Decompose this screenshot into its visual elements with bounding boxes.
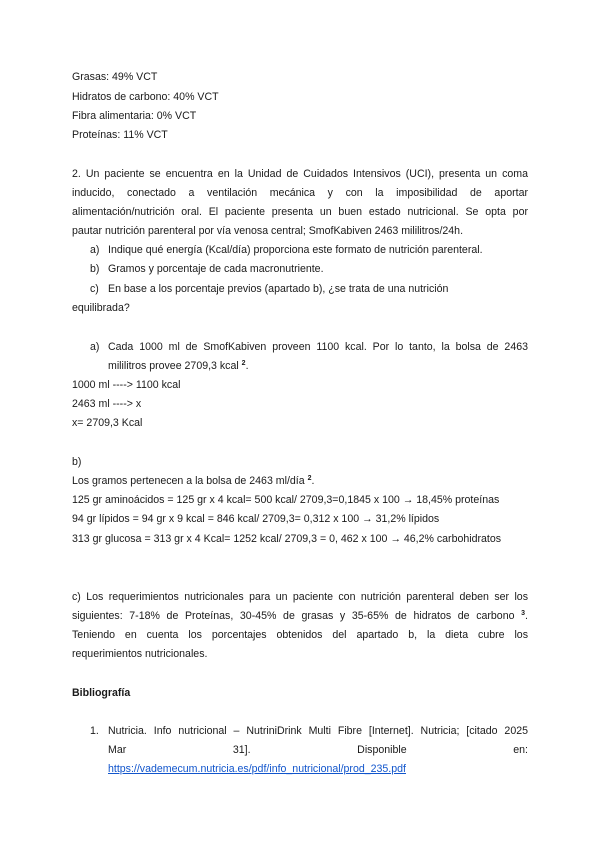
- reference-line: Nutricia. Info nutricional – NutriniDrink Multi Fibre [Internet]. Nutricia; [citado 2025: [108, 725, 528, 737]
- reference-number: 1.: [90, 725, 99, 737]
- answer-a-label: a): [90, 341, 100, 353]
- reference-link[interactable]: https://vademecum.nutricia.es/pdf/info_nutricional/prod_235.pdf: [108, 763, 406, 775]
- item-label: a): [90, 244, 100, 256]
- calc-row-protein: 125 gr aminoácidos = 125 gr x 4 kcal= 500 kcal/ 2709,3=0,1845 x 100 → 18,45% proteínas: [72, 494, 500, 506]
- calc-row-glucose: 313 gr glucosa = 313 gr x 4 Kcal= 1252 kcal/ 2709,3 = 0, 462 x 100 → 46,2% carbohidratos: [72, 533, 502, 545]
- reference-link-row: [108, 763, 406, 776]
- item-text-continuation: equilibrada?: [72, 302, 130, 314]
- item-text: Indique qué energía (Kcal/día) proporciona este formato de nutrición parenteral.: [108, 244, 483, 256]
- answer-a-line2: mililitros provee 2709,3 kcal $^2$.: [108, 360, 249, 372]
- item-label: c): [90, 283, 99, 295]
- answer-c-line: c) Los requerimientos nutricionales para un paciente con nutrición parenteral deben ser los: [72, 591, 528, 603]
- question-line: 2. Un paciente se encuentra en la Unidad de Cuidados Intensivos (UCI), presenta un coma: [72, 168, 528, 180]
- answer-a-line: Cada 1000 ml de SmofKabiven proveen 1100 kcal. Por lo tanto, la bolsa de 2463: [108, 341, 528, 353]
- calc-line: 1000 ml ----> 1100 kcal: [72, 379, 181, 391]
- answer-c-line: requerimientos nutricionales.: [72, 648, 208, 660]
- reference-line: Mar 31]. Disponible en:: [108, 744, 528, 756]
- answer-b-intro: Los gramos pertenecen a la bolsa de 2463 ml/día $^2$.: [72, 475, 315, 487]
- macro-carbs: Hidratos de carbono: 40% VCT: [72, 91, 219, 103]
- bibliography-title: Bibliografía: [72, 687, 131, 699]
- answer-c-line2: siguientes: 7-18% de Proteínas, 30-45% de grasas y 35-65% de hidratos de carbono $^3$.: [72, 610, 528, 622]
- macro-fiber: Fibra alimentaria: 0% VCT: [72, 110, 197, 122]
- citation-ref: 2: [241, 360, 246, 367]
- question-line: alimentación/nutrición oral. El paciente presenta un buen estado nutricional. Se opta por: [72, 206, 528, 218]
- answer-c-line: Teniendo en cuenta los porcentajes obtenidos del apartado b, la dieta cubre los: [72, 629, 528, 641]
- question-line: inducido, conectado a ventilación mecánica y con la imposibilidad de aportar: [72, 187, 528, 199]
- answer-b-label: b): [72, 456, 82, 468]
- calc-row-lipids: 94 gr lípidos = 94 gr x 9 kcal = 846 kcal/ 2709,3= 0,312 x 100 → 31,2% lípidos: [72, 513, 440, 525]
- question-line: pautar nutrición parenteral por vía venosa central; SmofKabiven 2463 mililitros/24h.: [72, 225, 464, 237]
- item-label: b): [90, 263, 100, 275]
- calc-line: 2463 ml ----> x: [72, 398, 142, 410]
- citation-ref: 2: [307, 475, 312, 482]
- item-text: Gramos y porcentaje de cada macronutriente.: [108, 263, 324, 275]
- citation-ref: 3: [521, 610, 526, 617]
- macro-fat: Grasas: 49% VCT: [72, 71, 158, 83]
- item-text: En base a los porcentaje previos (apartado b), ¿se trata de una nutrición: [108, 283, 449, 295]
- calc-result: x= 2709,3 Kcal: [72, 417, 143, 429]
- macro-protein: Proteínas: 11% VCT: [72, 129, 168, 141]
